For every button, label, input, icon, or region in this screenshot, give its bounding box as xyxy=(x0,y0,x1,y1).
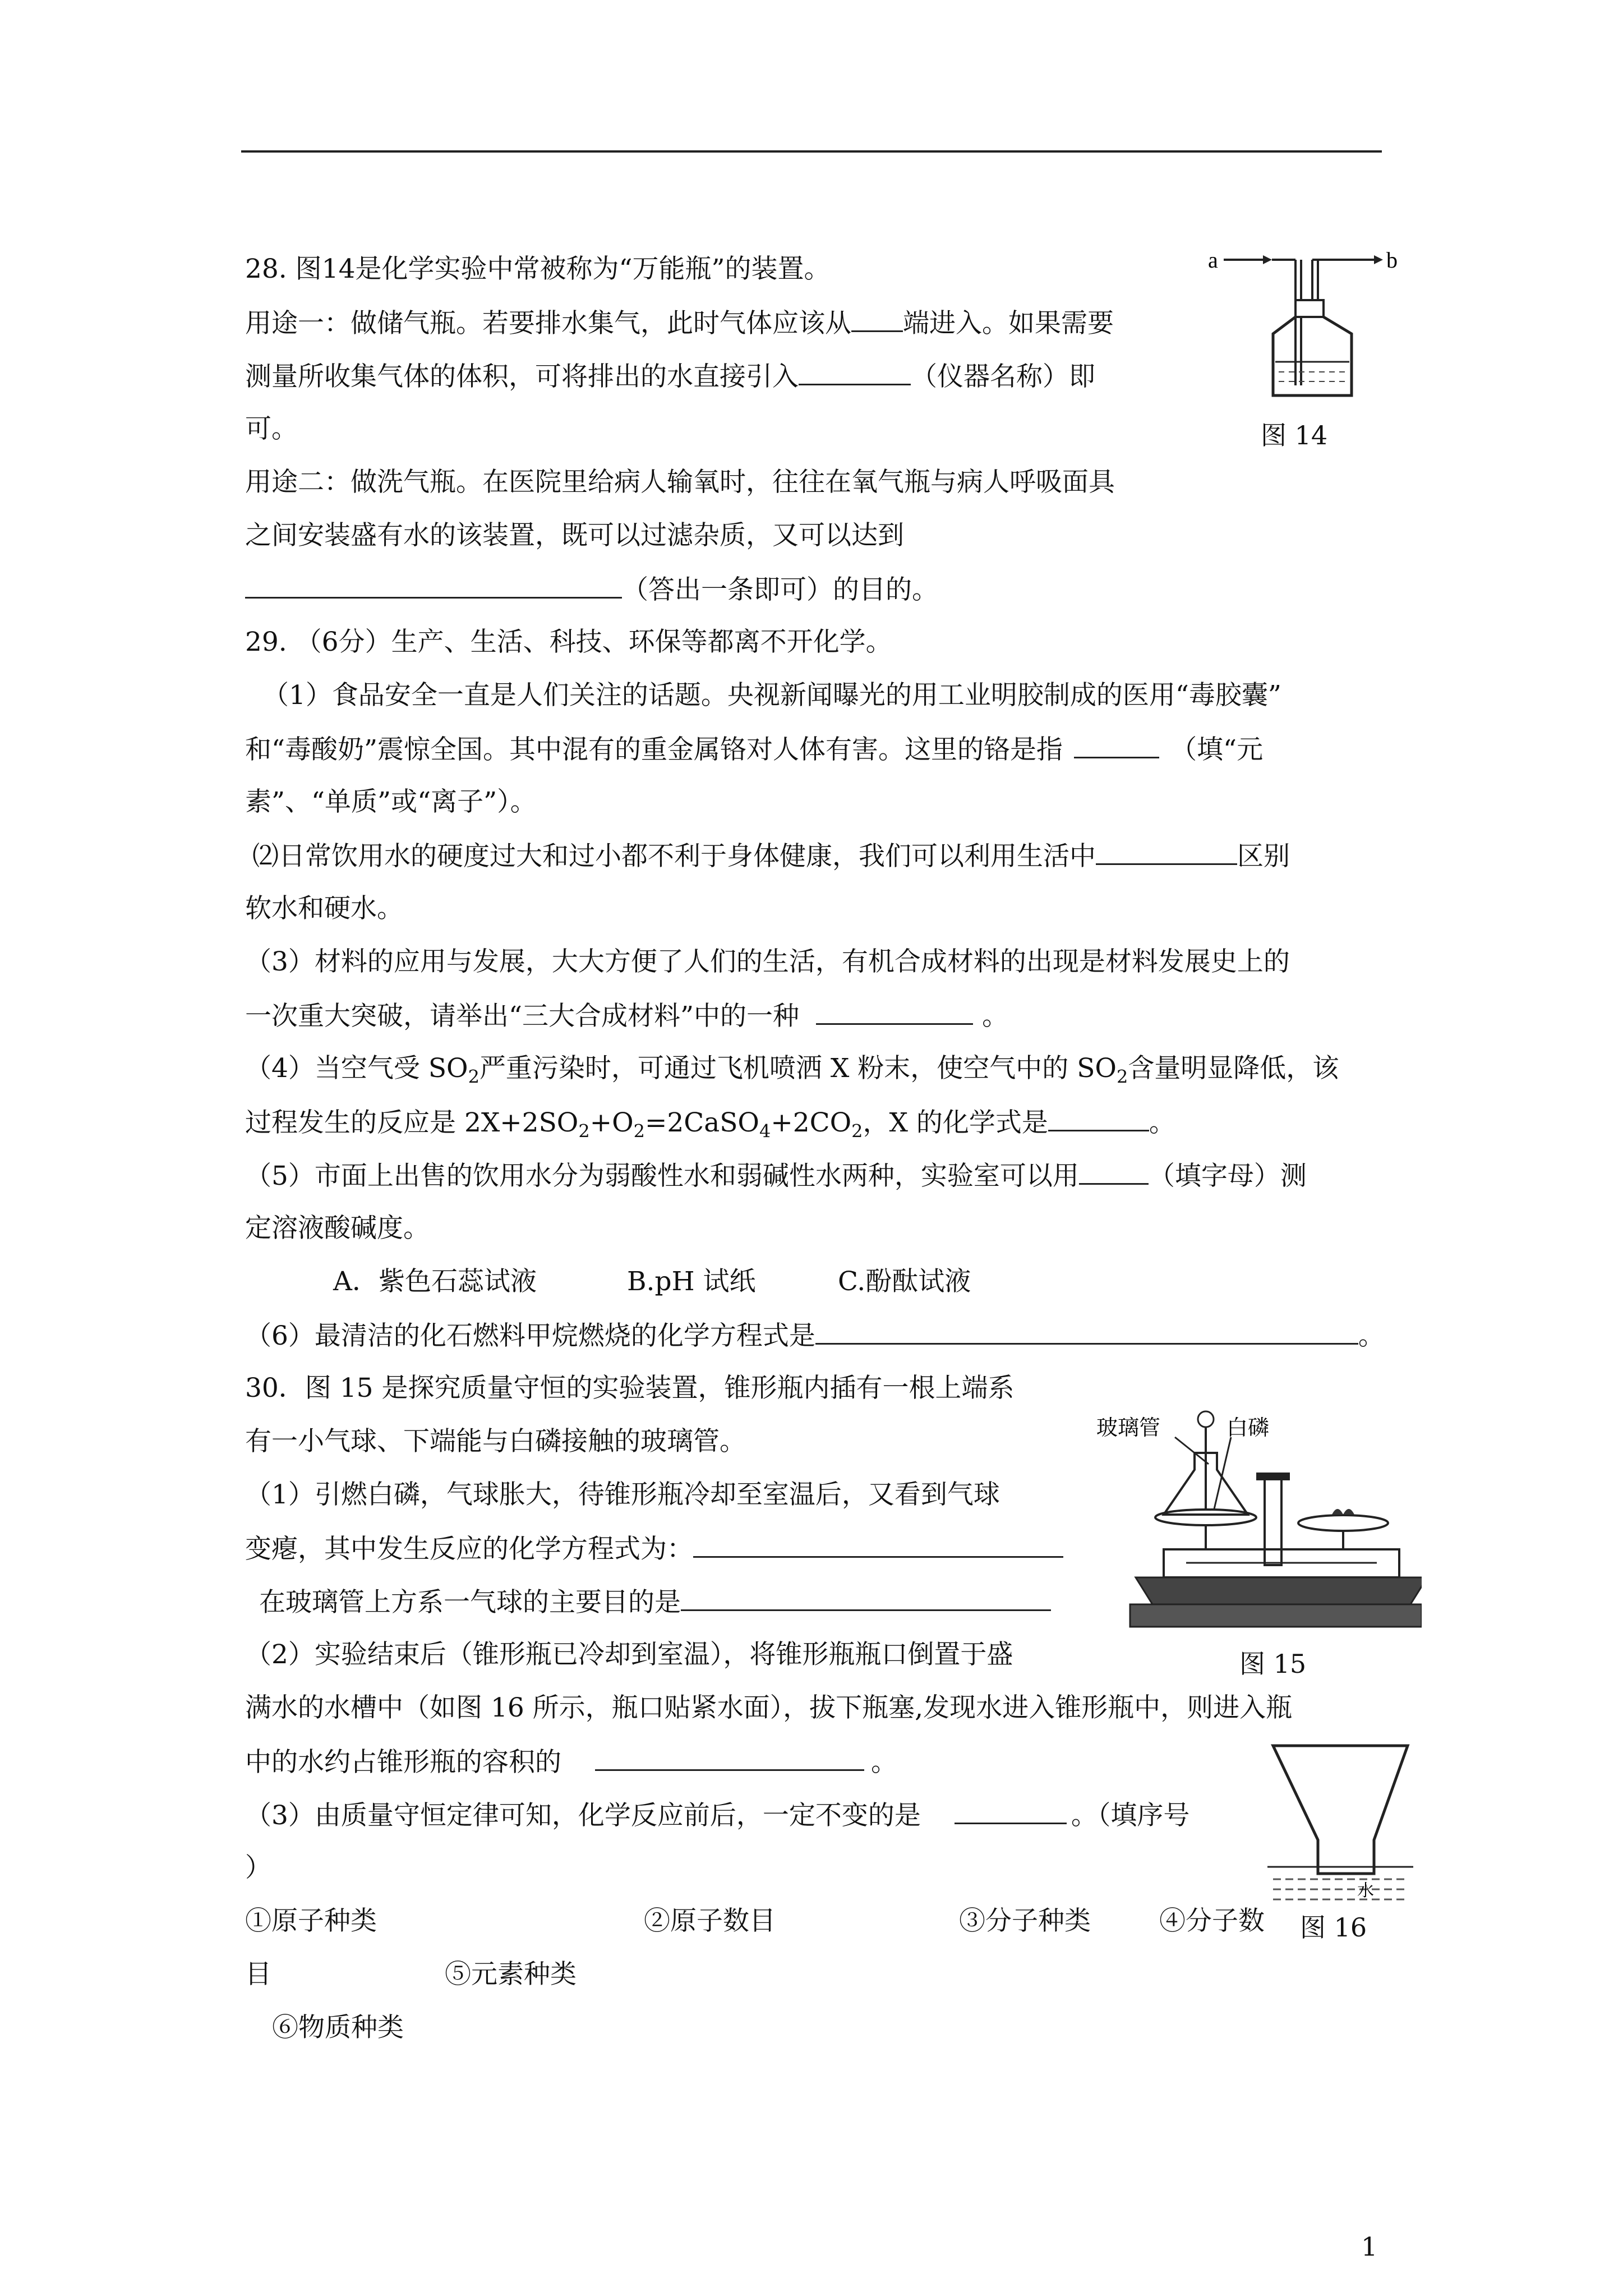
q29-part4-line1: （4）当空气受 $SO_2$严重污染时，可通过飞机喷洒 X 粉末，使空气中的 $SO_2$含量明显降低，该 xyxy=(245,1053,1339,1088)
q28-title: 28. 图14是化学实验中常被称为“万能瓶”的装置。 xyxy=(245,254,831,284)
q28-use1-line1: 用途一：做储气瓶。若要排水集气，此时气体应该从 端进入。如果需要 xyxy=(245,306,1114,341)
q30-option-5: ⑤元素种类 xyxy=(445,1959,577,1990)
figure-15-caption: 图 15 xyxy=(1239,1649,1307,1679)
q28-use2-line3: （答出一条即可）的目的。 xyxy=(245,572,938,607)
q30-part3-line2: ） xyxy=(245,1852,271,1883)
q30-option-2: ②原子数目 xyxy=(644,1906,776,1936)
q29-option-a: A．紫色石蕊试液 xyxy=(333,1266,537,1297)
q30-option-1: ①原子种类 xyxy=(245,1906,377,1936)
q29-part3-line1: （3）材料的应用与发展，大大方便了人们的生活，有机合成材料的出现是材料发展史上的 xyxy=(245,946,1290,977)
q28-use1-line3: 可。 xyxy=(245,413,298,444)
answer-blank[interactable] xyxy=(681,1585,1051,1611)
q29-option-b: B.pH 试纸 xyxy=(627,1266,756,1297)
figure-15-balance xyxy=(1096,1402,1422,1638)
q29-option-c: C.酚酞试液 xyxy=(838,1266,971,1297)
answer-blank[interactable] xyxy=(1096,839,1237,865)
q30-title-line2: 有一小气球、下端能与白磷接触的玻璃管。 xyxy=(245,1426,746,1457)
q30-option-4-cont: 目 xyxy=(245,1959,271,1990)
q29-part3-line2: 一次重大突破，请举出“三大合成材料”中的一种 。 xyxy=(245,999,1008,1033)
answer-blank[interactable] xyxy=(1079,1158,1149,1185)
figure-16-inverted-flask xyxy=(1267,1739,1413,1907)
fig14-label-b: b xyxy=(1386,247,1398,273)
answer-blank[interactable] xyxy=(693,1531,1063,1558)
answer-blank[interactable] xyxy=(799,359,911,385)
answer-blank[interactable] xyxy=(851,306,903,332)
fig14-label-a: a xyxy=(1208,247,1218,273)
q28-use1-line2: 测量所收集气体的体积，可将排出的水直接引入 （仪器名称）即 xyxy=(245,359,1095,394)
answer-blank[interactable] xyxy=(1048,1105,1149,1131)
fig16-water-label: 水 xyxy=(1357,1881,1374,1901)
q30-part2-line2: 满水的水槽中（如图 16 所示，瓶口贴紧水面），拔下瓶塞,发现水进入锥形瓶中，则进入瓶 xyxy=(245,1692,1293,1723)
figure-16-caption: 图 16 xyxy=(1300,1912,1367,1943)
figure-14-gas-bottle xyxy=(1200,238,1402,407)
q30-part2-line1: （2）实验结束后（锥形瓶已冷却到室温），将锥形瓶瓶口倒置于盛 xyxy=(245,1639,1013,1670)
answer-blank[interactable] xyxy=(815,1318,1358,1345)
q29-part5-line2: 定溶液酸碱度。 xyxy=(245,1213,430,1244)
answer-blank[interactable] xyxy=(1074,732,1159,758)
q30-part1-line2: 变瘪，其中发生反应的化学方程式为： xyxy=(245,1531,1063,1566)
page-number: 1 xyxy=(1361,2231,1378,2262)
header-rule xyxy=(241,150,1382,153)
fig15-phosphorus-label: 白磷 xyxy=(1227,1415,1270,1440)
q29-part2-line1: ⑵日常饮用水的硬度过大和过小都不利于身体健康，我们可以利用生活中 区别 xyxy=(252,839,1290,873)
q29-part4-line2: 过程发生的反应是 $2X+2SO_2+O_2=2CaSO_4+2CO_2$，X 的化学式是 。 xyxy=(245,1105,1175,1140)
answer-blank[interactable] xyxy=(816,999,973,1025)
answer-blank[interactable] xyxy=(595,1745,864,1771)
answer-blank[interactable] xyxy=(955,1798,1067,1824)
figure-14-caption: 图 14 xyxy=(1261,420,1328,450)
q29-part6: （6）最清洁的化石燃料甲烷燃烧的化学方程式是 。 xyxy=(245,1318,1385,1353)
q30-part1-line3: 在玻璃管上方系一气球的主要目的是 xyxy=(259,1585,1051,1619)
q30-option-4: ④分子数 xyxy=(1159,1906,1265,1936)
q29-part5-line1: （5）市面上出售的饮用水分为弱酸性水和弱碱性水两种，实验室可以用 （填字母）测 xyxy=(245,1158,1307,1193)
q29-part1-line2: 和“毒酸奶”震惊全国。其中混有的重金属铬对人体有害。这里的铬是指 （填“元 xyxy=(245,732,1263,767)
q30-part3-line1: （3）由质量守恒定律可知，化学反应前后，一定不变的是 。（填序号 xyxy=(245,1798,1189,1833)
fig15-tube-label: 玻璃管 xyxy=(1096,1415,1161,1440)
q29-part1-line3: 素”、“单质”或“离子”）。 xyxy=(245,786,537,817)
q30-title-line1: 30．图 15 是探究质量守恒的实验装置，锥形瓶内插有一根上端系 xyxy=(245,1373,1015,1404)
q30-part2-line3: 中的水约占锥形瓶的容积的 。 xyxy=(245,1745,897,1779)
q30-part1-line1: （1）引燃白磷，气球胀大，待锥形瓶冷却至室温后，又看到气球 xyxy=(245,1479,1000,1510)
q29-part2-line2: 软水和硬水。 xyxy=(245,893,403,924)
q30-option-3: ③分子种类 xyxy=(959,1906,1091,1936)
q28-use2-line2: 之间安装盛有水的该装置，既可以过滤杂质，又可以达到 xyxy=(245,520,904,551)
q29-title: 29. （6分）生产、生活、科技、环保等都离不开化学。 xyxy=(245,627,892,657)
q30-option-6: ⑥物质种类 xyxy=(272,2012,404,2043)
q29-part1-line1: （1）食品安全一直是人们关注的话题。央视新闻曝光的用工业明胶制成的医用“毒胶囊” xyxy=(262,680,1281,711)
q28-use2-line1: 用途二：做洗气瓶。在医院里给病人输氧时，往往在氧气瓶与病人呼吸面具 xyxy=(245,467,1115,498)
answer-blank[interactable] xyxy=(245,572,622,599)
